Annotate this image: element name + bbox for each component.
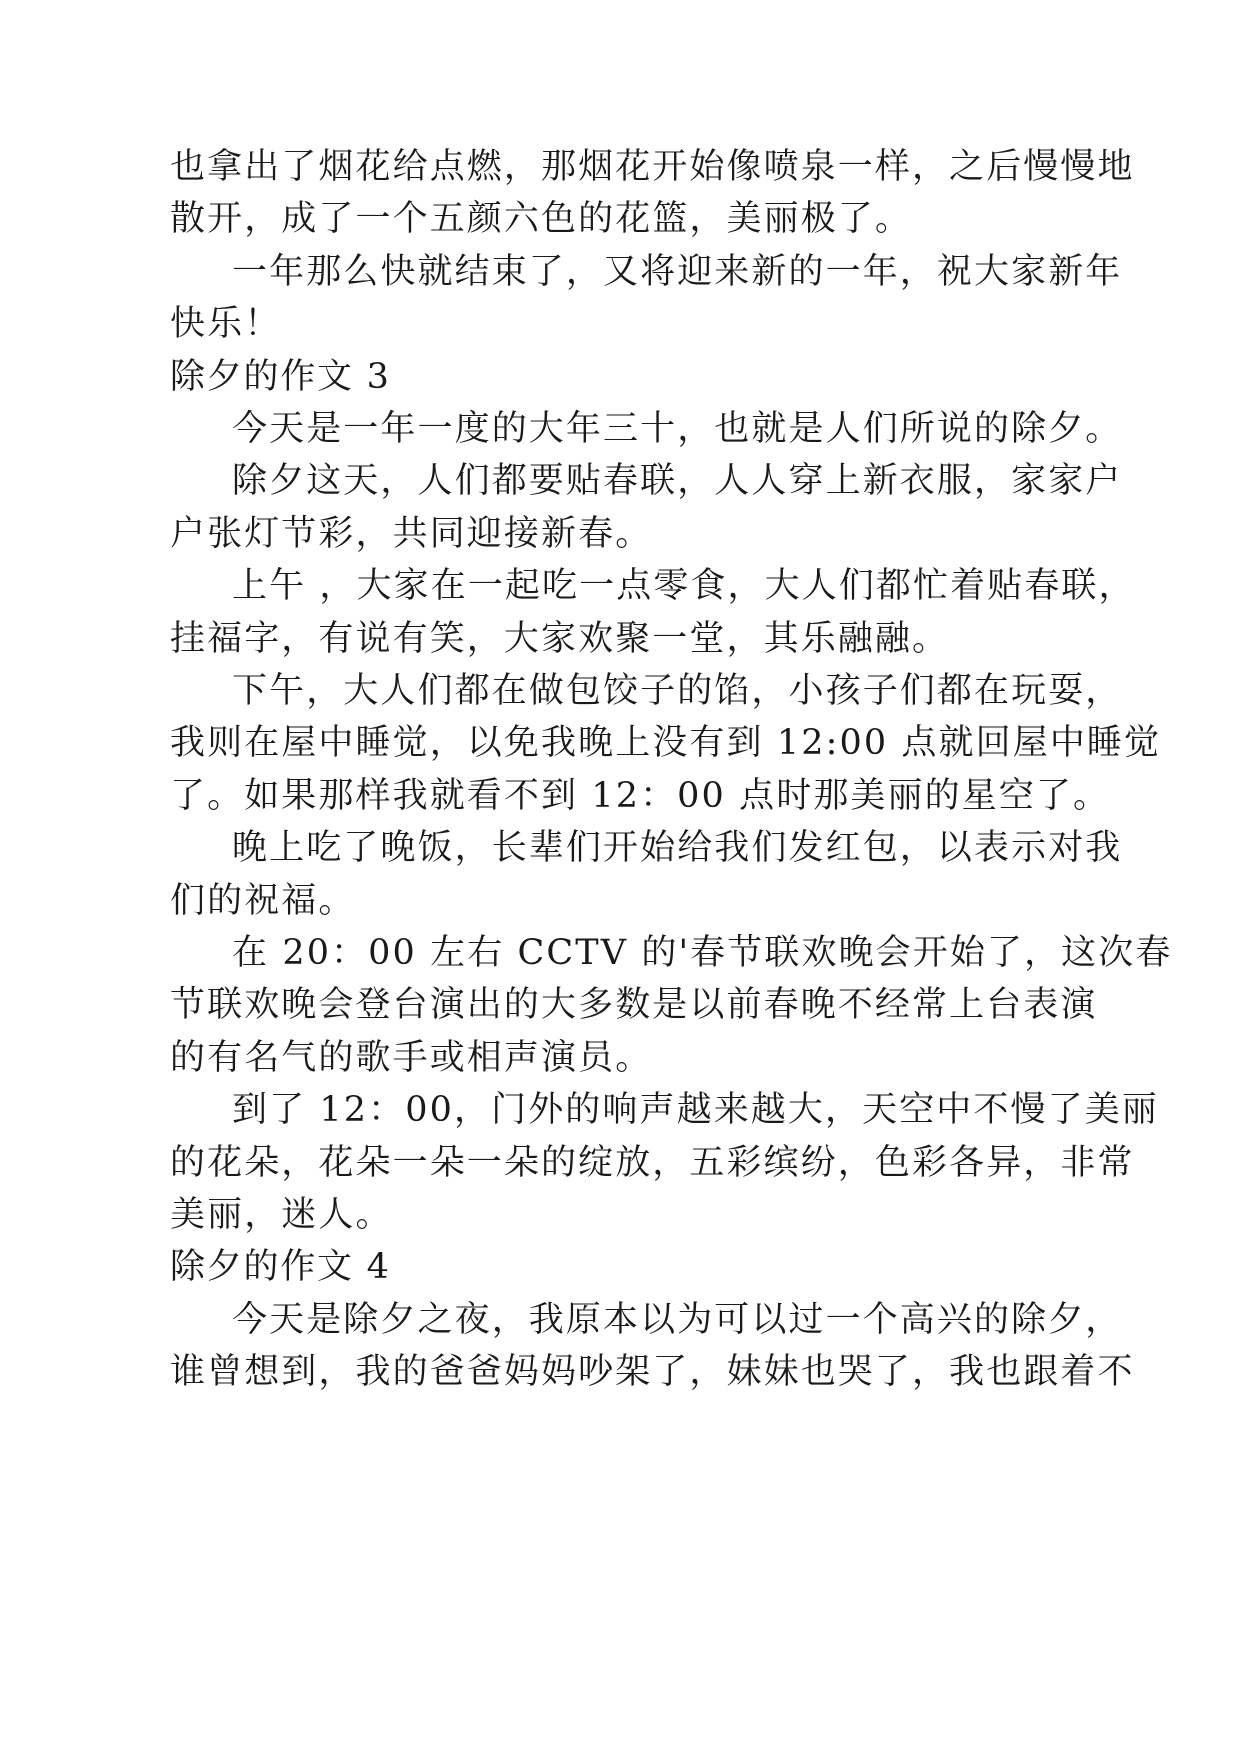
text-line: 除夕这天，人们都要贴春联，人人穿上新衣服，家家户 bbox=[232, 461, 1123, 501]
text-line: 美丽，迷人。 bbox=[170, 1195, 393, 1235]
text-line: 今天是一年一度的大年三十，也就是人们所说的除夕。 bbox=[232, 409, 1123, 449]
text-line: 户张灯节彩，共同迎接新春。 bbox=[170, 514, 653, 554]
text-line: 今天是除夕之夜，我原本以为可以过一个高兴的除夕， bbox=[232, 1300, 1123, 1340]
text-line: 们的祝福。 bbox=[170, 881, 356, 921]
text-line: 我则在屋中睡觉，以免我晚上没有到 12:00 点就回屋中睡觉 bbox=[170, 723, 1162, 763]
text-line: 了。如果那样我就看不到 12：00 点时那美丽的星空了。 bbox=[170, 776, 1111, 816]
text-line: 晚上吃了晚饭，长辈们开始给我们发红包，以表示对我 bbox=[232, 828, 1123, 868]
section-heading: 除夕的作文 3 bbox=[170, 357, 391, 397]
text-line: 挂福字，有说有笑，大家欢聚一堂，其乐融融。 bbox=[170, 619, 950, 659]
text-line: 一年那么快就结束了，又将迎来新的一年，祝大家新年 bbox=[232, 252, 1123, 292]
text-line: 谁曾想到，我的爸爸妈妈吵架了，妹妹也哭了，我也跟着不 bbox=[170, 1352, 1135, 1392]
text-line: 上午 ，大家在一起吃一点零食，大人们都忙着贴春联， bbox=[232, 566, 1136, 606]
text-line: 快乐！ bbox=[170, 304, 282, 344]
text-line: 下午，大人们都在做包饺子的馅，小孩子们都在玩耍， bbox=[232, 671, 1123, 711]
text-line: 到了 12：00，门外的响声越来越大，天空中不慢了美丽 bbox=[232, 1090, 1159, 1130]
text-line: 在 20：00 左右 CCTV 的'春节联欢晚会开始了，这次春 bbox=[232, 933, 1173, 973]
text-line: 的花朵，花朵一朵一朵的绽放，五彩缤纷，色彩各异，非常 bbox=[170, 1143, 1135, 1183]
text-line: 也拿出了烟花给点燃，那烟花开始像喷泉一样，之后慢慢地 bbox=[170, 147, 1135, 187]
text-line: 节联欢晚会登台演出的大多数是以前春晚不经常上台表演 bbox=[170, 985, 1098, 1025]
text-line: 的有名气的歌手或相声演员。 bbox=[170, 1038, 653, 1078]
section-heading: 除夕的作文 4 bbox=[170, 1247, 391, 1287]
text-line: 散开，成了一个五颜六色的花篮，美丽极了。 bbox=[170, 199, 913, 239]
